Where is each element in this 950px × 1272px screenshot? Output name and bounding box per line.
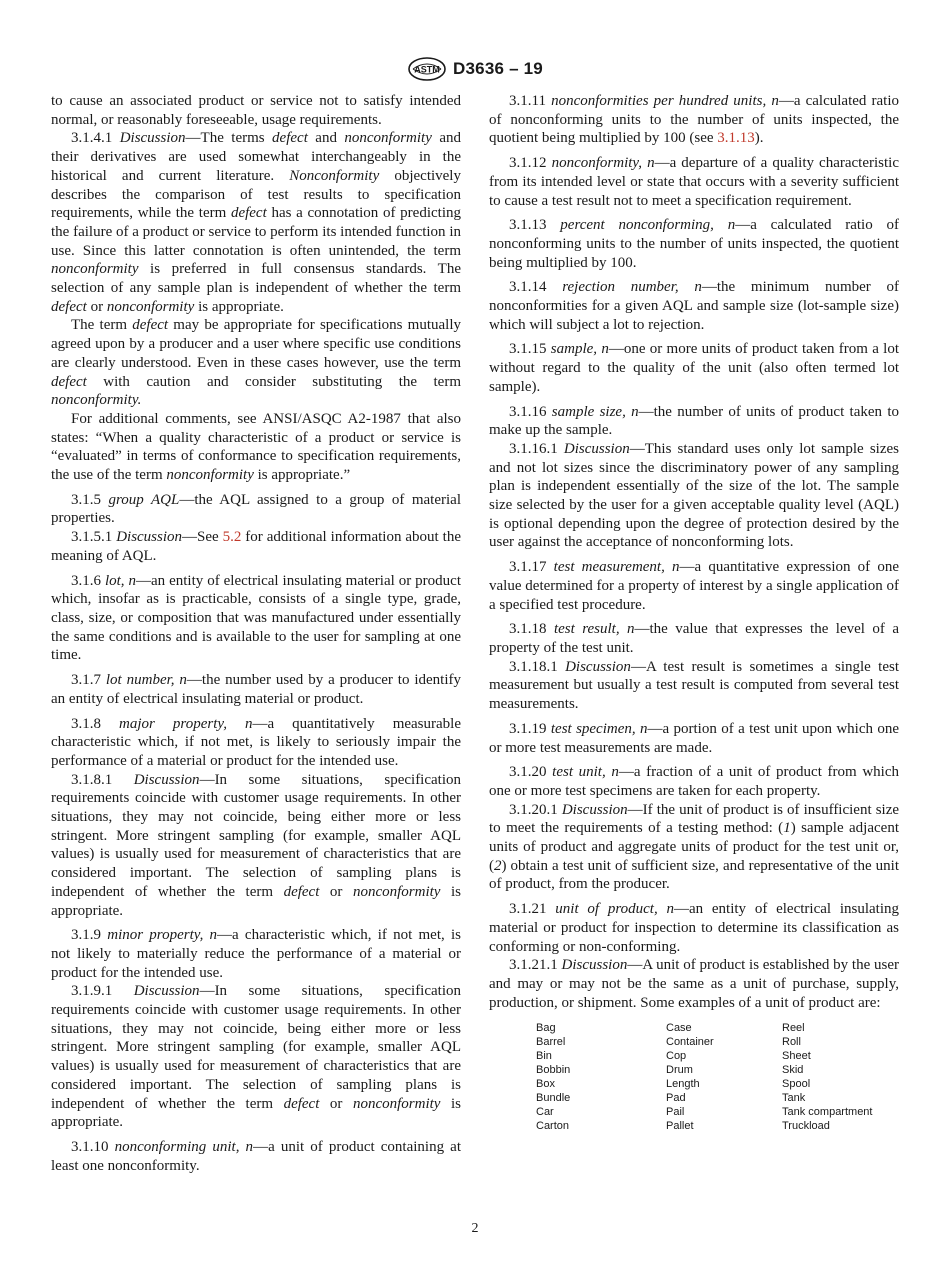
- astm-logo-icon: [407, 57, 447, 81]
- page-header: [0, 56, 950, 82]
- body-text: is appropriate.”: [253, 467, 351, 484]
- term-text: nonconformities per hundred units, n: [551, 93, 779, 109]
- body-text: —In some situations, specification requirements coincide with customer usage requirements. In other situations, they may not coincide, being either more or less stringent. More stringent sampling (for example, smaller AQL values) is usually used for measurement of characteristics that are considered important. The selection of sampling plans is independent of whether the term: [51, 771, 462, 900]
- body-text: with caution and consider substituting the term: [86, 373, 461, 390]
- body-text: —See: [182, 529, 223, 546]
- term-text: defect: [51, 373, 87, 390]
- term-text: test measurement, n: [553, 559, 680, 576]
- body-text: 3.1.9.1: [71, 983, 134, 1000]
- body-text: —a fraction of a unit of product from which one or more test specimens are taken for each property.: [489, 764, 899, 799]
- body-text: 3.1.8: [71, 715, 120, 732]
- paragraph: [51, 671, 461, 708]
- body-text: —a calculated ratio of nonconforming units to the number of units inspected, the quotient being multiplied by 100 (see: [489, 93, 899, 147]
- body-text: for additional information about the meaning of AQL.: [51, 529, 461, 564]
- svg-text:ASTM: ASTM: [414, 64, 440, 75]
- term-text: Discussion: [133, 771, 200, 788]
- paragraph: [489, 340, 899, 396]
- paragraph: [489, 658, 899, 714]
- paragraph: [489, 956, 899, 1012]
- body-text: —an entity of electrical insulating material or product for inspection to determine its classification as conforming or non-conforming.: [489, 901, 900, 955]
- body-text: —a quantitatively measurable characteristic which, if not met, is likely to seriously impair the performance of a material or product for the intended use.: [51, 715, 461, 769]
- paragraph: [51, 771, 461, 921]
- unit-example-item: Cop: [666, 1050, 687, 1063]
- paragraph: [489, 620, 899, 657]
- body-text: —a quantitative expression of one value determined for a property of interest by a single application of a specified test procedure.: [489, 559, 899, 613]
- term-text: nonconformity: [51, 261, 139, 278]
- cross-reference-link[interactable]: 3.1.13: [717, 130, 755, 147]
- unit-example-item: Pail: [666, 1106, 685, 1119]
- term-text: defect: [283, 1095, 320, 1112]
- paragraph: [489, 92, 899, 148]
- body-text: to cause an associated product or service not to satisfy intended normal, or reasonably foreseeable, usage requirements.: [51, 93, 461, 128]
- body-text: 3.1.4.1: [71, 130, 120, 147]
- term-text: defect: [283, 883, 320, 900]
- unit-example-item: Tank: [782, 1092, 806, 1105]
- term-text: defect: [132, 317, 169, 334]
- body-text: 3.1.20: [509, 764, 553, 781]
- paragraph: [51, 491, 461, 528]
- paragraph: [489, 720, 899, 757]
- term-text: Discussion: [563, 440, 630, 457]
- term-text: Discussion: [561, 957, 628, 974]
- paragraph: [489, 403, 899, 440]
- unit-example-item: Pallet: [666, 1120, 694, 1133]
- term-text: sample, n: [550, 341, 609, 358]
- term-text: 2: [494, 857, 502, 874]
- unit-example-item: Pad: [666, 1092, 686, 1105]
- body-text: —A test result is sometimes a single test measurement but usually a test result is computed from several test measurements.: [489, 658, 899, 713]
- term-text: rejection number, n: [562, 279, 702, 296]
- body-text: —a calculated ratio of nonconforming units to the number of units inspected, the quotient being multiplied by 100.: [489, 217, 900, 271]
- term-text: sample size, n: [551, 403, 639, 420]
- unit-example-item: Case: [666, 1022, 692, 1035]
- unit-example-item: Skid: [782, 1064, 804, 1077]
- body-text: ) sample adjacent units of product and aggregate units of product for the test unit or, (: [489, 820, 899, 874]
- body-text: objectively describes the comparison of test results to specification requirements, while the term: [51, 167, 461, 222]
- body-text: 3.1.19: [509, 720, 551, 737]
- unit-example-item: Roll: [782, 1036, 801, 1049]
- body-text: —a unit of product containing at least one nonconformity.: [51, 1138, 462, 1174]
- term-text: test result, n: [553, 621, 635, 638]
- term-text: nonconformity: [352, 883, 441, 900]
- body-text: —the number of units of product taken to make up the sample.: [489, 403, 899, 439]
- body-text: For additional comments, see ANSI/ASQC A2-1987 that also states: “When a quality characteristic of a product or service is “evaluated” in terms of conformance to specification requirements, the use of the term: [51, 410, 461, 484]
- unit-example-item: Box: [536, 1078, 555, 1091]
- unit-example-item: Bundle: [536, 1092, 571, 1105]
- body-text: —one or more units of product taken from a lot without regard to the quality of the unit (also often termed lot sample).: [489, 341, 899, 395]
- unit-example-item: Car: [536, 1106, 554, 1119]
- body-text: or: [86, 298, 107, 315]
- body-text: —the AQL assigned to a group of material properties.: [51, 491, 461, 527]
- term-text: unit of product, n: [555, 901, 674, 918]
- document-id: D3636 – 19: [453, 59, 543, 78]
- body-text: is appropriate.: [194, 298, 284, 315]
- term-text: Discussion: [133, 983, 200, 1000]
- paragraph: [489, 558, 899, 614]
- term-text: Nonconformity: [289, 167, 380, 184]
- paragraph: [51, 528, 461, 565]
- body-text: 3.1.11: [509, 93, 552, 109]
- term-text: nonconforming unit, n: [114, 1138, 254, 1155]
- body-text: —a characteristic which, if not met, is not likely to materially reduce the performance of a material or product for the intended use.: [51, 927, 461, 981]
- paragraph: [51, 982, 461, 1132]
- unit-example-item: Bin: [536, 1050, 552, 1063]
- unit-example-item: Barrel: [536, 1036, 566, 1049]
- body-text: —a departure of a quality characteristic from its intended level or state that occurs with a severity sufficient to cause a test result not to meet a specification requirement.: [489, 155, 900, 209]
- term-text: Discussion: [561, 801, 628, 818]
- term-text: defect: [51, 298, 87, 315]
- term-text: lot, n: [104, 572, 136, 589]
- body-text: —the number used by a producer to identify an entity of electrical insulating material or product.: [51, 672, 462, 707]
- body-text: 3.1.21: [509, 901, 556, 918]
- paragraph: [51, 129, 461, 316]
- body-text: —This standard uses only lot sample sizes and not lot sizes since the discriminatory power of any sampling plan is independent essentially of the size of the lot. The sample size selected by the user for a given acceptable quality level (AQL) is optional depending upon the degree of protection desired by the user against the acceptance of nonconforming lots.: [489, 440, 900, 551]
- unit-example-item: Sheet: [782, 1050, 811, 1063]
- right-column: [489, 92, 899, 1133]
- body-text: 3.1.10: [71, 1138, 115, 1155]
- term-text: nonconformity, n: [551, 155, 655, 172]
- body-text: The term: [71, 317, 133, 334]
- body-text: 3.1.18: [509, 621, 554, 638]
- body-text: is preferred in full consensus standards. The selection of any sample plan is independent of whether the term: [51, 261, 461, 297]
- body-text: 3.1.6: [71, 572, 105, 589]
- body-text: 3.1.13: [509, 217, 561, 234]
- body-text: 3.1.16: [509, 403, 552, 420]
- paragraph: [51, 316, 461, 410]
- unit-example-item: Truckload: [782, 1120, 830, 1133]
- page-number: 2: [471, 1221, 479, 1236]
- term-text: nonconformity: [106, 298, 195, 315]
- body-text: 3.1.20.1: [509, 801, 562, 818]
- body-text: ).: [754, 130, 764, 147]
- body-text: and their derivatives are used somewhat interchangeably in the historical and current literature.: [51, 130, 461, 184]
- unit-example-item: Spool: [782, 1078, 811, 1091]
- body-text: and: [307, 130, 345, 147]
- body-text: 3.1.21.1: [509, 957, 562, 974]
- body-text: is appropriate.: [51, 1095, 461, 1131]
- body-text: —an entity of electrical insulating material or product which, insofar as is practicable, consists of a single type, grade, class, size, or composition that was manufactured under essentially the same conditions and is available to the user for sampling at one time.: [51, 572, 461, 664]
- unit-example-item: Container: [666, 1036, 714, 1049]
- body-text: 3.1.8.1: [71, 771, 134, 788]
- body-text: ) obtain a test unit of sufficient size, and representative of the unit of product, from the producer.: [489, 857, 899, 893]
- term-text: defect: [230, 205, 267, 222]
- term-text: test specimen, n: [550, 720, 648, 737]
- paragraph: [489, 900, 899, 956]
- paragraph: [51, 92, 461, 129]
- body-text: —the minimum number of nonconformities for a given AQL and sample size (lot-sample size) which will subject a lot to rejection.: [489, 279, 900, 333]
- body-text: —the value that expresses the level of a property of the test unit.: [489, 621, 899, 656]
- term-text: lot number, n: [105, 672, 187, 689]
- body-text: or: [319, 883, 353, 900]
- body-text: 3.1.7: [71, 672, 106, 689]
- body-text: —In some situations, specification requirements coincide with customer usage requirements. In other situations, they may not coincide, being either more or less stringent. More stringent sampling (for example, smaller AQL values) is usually used for measurement of characteristics that are considered important. The selection of sampling plans is independent of whether the term: [51, 983, 462, 1112]
- term-text: 1: [783, 820, 791, 837]
- paragraph: [489, 763, 899, 800]
- term-text: Discussion: [119, 130, 186, 147]
- unit-examples-list: [536, 1021, 899, 1133]
- paragraph: [51, 1138, 461, 1175]
- paragraph: [51, 715, 461, 771]
- paragraph: [489, 801, 899, 895]
- body-text: 3.1.16.1: [509, 440, 564, 457]
- cross-reference-link[interactable]: 5.2: [222, 529, 242, 546]
- body-text: —A unit of product is established by the user and may or may not be the same as a unit of purchase, supply, production, or shipment. Some examples of a unit of product are:: [489, 957, 899, 1011]
- term-text: nonconformity.: [51, 392, 142, 409]
- body-text: 3.1.9: [71, 927, 108, 944]
- body-text: 3.1.18.1: [509, 658, 566, 675]
- unit-example-item: Drum: [666, 1064, 693, 1077]
- body-text: or: [319, 1095, 353, 1112]
- right-column-text: [489, 92, 899, 1012]
- unit-example-item: Carton: [536, 1120, 570, 1133]
- body-text: 3.1.14: [509, 279, 563, 296]
- term-text: minor property, n: [107, 927, 218, 944]
- term-text: nonconformity: [166, 467, 254, 484]
- term-text: Discussion: [116, 529, 183, 546]
- body-text: has a connotation of predicting the failure of a product or service to perform its intended function in use. Since this latter connotation is often unintended, the term: [51, 205, 461, 259]
- body-text: is appropriate.: [51, 883, 461, 919]
- paragraph: [489, 216, 899, 272]
- unit-example-item: Bag: [536, 1022, 556, 1035]
- body-text: —The terms: [185, 130, 273, 147]
- paragraph: [489, 154, 899, 210]
- unit-example-item: Bobbin: [536, 1064, 571, 1077]
- body-text: 3.1.15: [509, 341, 551, 358]
- term-text: group AQL: [108, 491, 180, 508]
- body-text: may be appropriate for specifications mutually agreed upon by a producer and a user where specific use conditions are clearly understood. Even in these cases however, use the term: [51, 317, 461, 371]
- paragraph: [51, 410, 461, 485]
- paragraph: [489, 278, 899, 334]
- term-text: major property, n: [119, 715, 253, 732]
- term-text: test unit, n: [552, 764, 619, 781]
- term-text: defect: [272, 130, 308, 147]
- paragraph: [489, 440, 899, 552]
- paragraph: [51, 926, 461, 982]
- term-text: nonconformity: [352, 1095, 441, 1112]
- paragraph: [51, 572, 461, 666]
- term-text: nonconformity: [344, 130, 432, 147]
- body-text: —If the unit of product is of insufficient size to meet the requirements of a testing method: (: [489, 801, 900, 837]
- body-text: 3.1.17: [509, 559, 554, 576]
- body-text: 3.1.5.1: [71, 529, 117, 546]
- term-text: Discussion: [565, 658, 631, 675]
- term-text: percent nonconforming, n: [560, 217, 736, 234]
- unit-example-item: Tank compartment: [782, 1106, 873, 1119]
- body-text: 3.1.5: [71, 491, 109, 508]
- unit-example-item: Length: [666, 1078, 700, 1091]
- body-text: 3.1.12: [509, 155, 552, 172]
- left-column: [51, 92, 461, 1175]
- body-text: —a portion of a test unit upon which one or more test measurements are made.: [489, 720, 900, 756]
- unit-example-item: Reel: [782, 1022, 805, 1035]
